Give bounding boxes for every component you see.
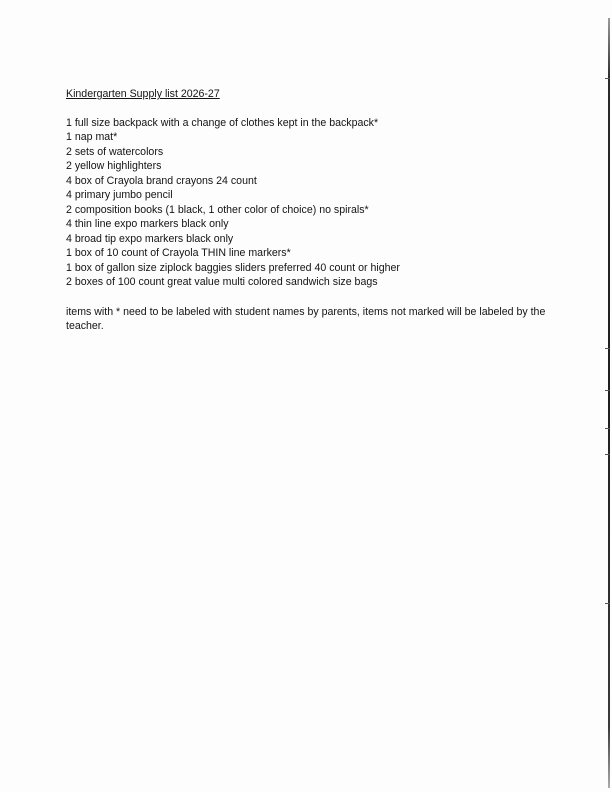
supply-item: 4 thin line expo markers black only <box>66 218 229 230</box>
supply-item: 1 full size backpack with a change of clothes kept in the backpack* <box>66 116 379 129</box>
supply-item: 1 box of 10 count of Crayola THIN line markers* <box>66 247 291 259</box>
scan-edge-mark <box>605 454 610 455</box>
supply-item: 4 box of Crayola brand crayons 24 count <box>66 174 257 187</box>
document-body <box>66 87 566 334</box>
scan-edge-mark <box>605 348 610 349</box>
scan-edge-mark <box>605 390 610 391</box>
labeling-note: items with * need to be labeled with student names by parents, items not marked will be labeled by the teacher. <box>66 305 546 332</box>
scan-edge-mark <box>605 603 610 604</box>
document-title: Kindergarten Supply list 2026-27 <box>66 88 220 100</box>
supply-item: 1 nap mat* <box>66 131 118 143</box>
supply-item: 2 composition books (1 black, 1 other color of choice) no spirals* <box>66 203 369 216</box>
supply-item: 1 box of gallon size ziplock baggies sliders preferred 40 count or higher <box>66 261 400 274</box>
supply-list <box>66 116 566 290</box>
scan-edge-mark <box>605 428 610 429</box>
supply-item: 2 boxes of 100 count great value multi colored sandwich size bags <box>66 276 378 288</box>
supply-item: 2 yellow highlighters <box>66 160 162 172</box>
scan-shadow-edge <box>608 18 610 788</box>
supply-item: 4 primary jumbo pencil <box>66 189 173 201</box>
scan-edge-mark <box>605 78 610 79</box>
supply-item: 4 broad tip expo markers black only <box>66 232 234 245</box>
supply-item: 2 sets of watercolors <box>66 145 164 158</box>
